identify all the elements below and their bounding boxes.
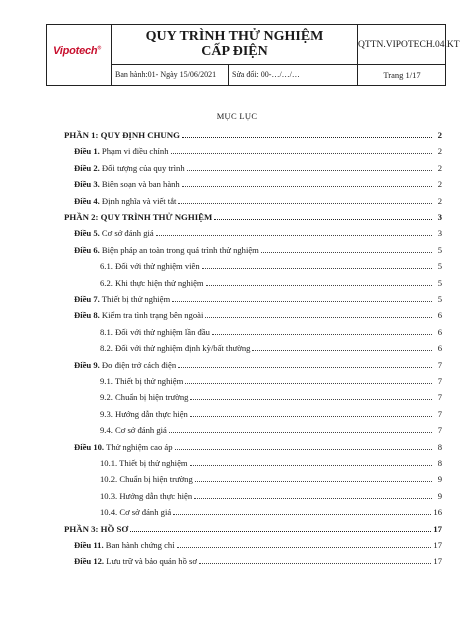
- toc-entry-label: [74, 179, 180, 189]
- toc-entry-text: Thiết bị thử nghiệm: [112, 376, 184, 386]
- toc-entry-number: 6.1.: [100, 261, 113, 272]
- toc-page-number: 17: [433, 556, 442, 567]
- toc-subsection-row[interactable]: [64, 390, 442, 402]
- toc-entry-text: Thử nghiệm cao áp: [104, 441, 173, 452]
- dot-leader: [178, 202, 432, 204]
- document-code: QTTN.VIPOTECH.04.KT: [358, 25, 446, 65]
- dot-leader: [171, 152, 432, 154]
- toc-entry-label: [74, 360, 176, 370]
- toc-page-number: 6: [437, 326, 442, 337]
- toc-subsection-row[interactable]: [64, 276, 442, 288]
- toc-entry-text: Đối với thử nghiệm viên: [112, 261, 200, 272]
- toc-title: MỤC LỤC: [216, 111, 258, 121]
- toc-page-number: 2: [437, 179, 442, 190]
- toc-page-number: 7: [437, 359, 442, 370]
- title-line-1: QUY TRÌNH THỬ NGHIỆM: [145, 29, 324, 44]
- toc-entry-text: Đo điện trở cách điện: [99, 359, 177, 370]
- toc-entry-number: 9.1.: [100, 376, 113, 386]
- dot-leader: [199, 562, 431, 564]
- toc-article-row[interactable]: [64, 226, 442, 238]
- dot-leader: [212, 333, 432, 335]
- dot-leader: [169, 431, 432, 433]
- toc-entry-text: Cơ sở đánh giá: [99, 228, 154, 239]
- toc-entry-text: Đối với thử nghiệm định kỳ/bất thường: [112, 343, 251, 354]
- dot-leader: [195, 480, 432, 482]
- issue-info: Ban hành:01- Ngày 15/06/2021: [112, 65, 229, 85]
- toc-subsection-row[interactable]: [64, 423, 442, 435]
- toc-entry-label: [100, 425, 167, 435]
- toc-article-row[interactable]: [64, 440, 442, 452]
- dot-leader: [252, 349, 432, 351]
- toc-entry-label: [74, 146, 169, 156]
- toc-entry-label: [74, 163, 185, 173]
- toc-entry-text: Ban hành chứng chỉ: [103, 540, 175, 550]
- toc-entry-text: Kiểm tra tình trạng bên ngoài: [99, 310, 204, 321]
- logo-cell: [47, 25, 112, 85]
- toc-entry-text: Hướng dẫn thực hiện: [117, 490, 193, 501]
- toc-entry-number: Điều 12.: [74, 556, 105, 567]
- toc-entry-text: Hướng dẫn thực hiện: [112, 408, 188, 419]
- toc-page-number: 9: [437, 474, 442, 485]
- dot-leader: [261, 251, 432, 253]
- toc-entry-number: 8.2.: [100, 343, 113, 354]
- dot-leader: [177, 546, 432, 548]
- toc-entry-text: Thiết bị thử nghiệm: [117, 458, 188, 468]
- toc-page-number: 5: [437, 261, 442, 272]
- company-logo: [53, 45, 101, 57]
- toc-article-row[interactable]: [64, 161, 442, 173]
- title-line-2: CẤP ĐIỆN: [201, 44, 268, 59]
- toc-page-number: 7: [437, 408, 442, 419]
- toc-entry-label: [74, 196, 176, 206]
- toc-part-row[interactable]: [64, 128, 442, 140]
- toc-entry-number: Điều 8.: [74, 310, 100, 321]
- toc-entry-label: [100, 261, 200, 271]
- toc-entry-number: Điều 4.: [74, 195, 100, 206]
- toc-entry-number: Điều 6.: [74, 244, 100, 255]
- toc-page-number: 7: [437, 392, 442, 403]
- toc-page-number: 8: [437, 458, 442, 468]
- toc-entry-text: PHẦN 3: HỒ SƠ: [64, 523, 129, 534]
- dot-leader: [214, 218, 432, 220]
- dot-leader: [182, 185, 432, 187]
- toc-article-row[interactable]: [64, 538, 442, 550]
- toc-entry-text: Cơ sở đánh giá: [117, 507, 172, 518]
- toc-entry-number: 10.4.: [100, 507, 118, 518]
- toc-page-number: 7: [437, 376, 442, 386]
- toc-entry-number: 9.2.: [100, 392, 113, 403]
- toc-entry-label: [100, 458, 188, 468]
- toc-entry-number: Điều 11.: [74, 540, 104, 550]
- toc-entry-label: [74, 310, 203, 320]
- toc-entry-number: 6.2.: [100, 277, 113, 288]
- toc-page-number: 7: [437, 425, 442, 436]
- toc-entry-number: Điều 10.: [74, 441, 105, 452]
- toc-article-row[interactable]: [64, 308, 442, 320]
- toc-entry-label: [74, 540, 175, 550]
- toc-page-number: 5: [437, 294, 442, 304]
- dot-leader: [156, 234, 432, 236]
- toc-subsection-row[interactable]: [64, 456, 442, 468]
- toc-entry-number: 9.3.: [100, 408, 113, 419]
- registered-mark: ®: [97, 45, 101, 52]
- dot-leader: [206, 284, 432, 286]
- toc-entry-label: [64, 212, 212, 222]
- toc-entry-text: Định nghĩa và viết tắt: [99, 195, 177, 206]
- dot-leader: [175, 448, 432, 450]
- toc-entry-label: [100, 376, 183, 386]
- toc-entry-text: Thiết bị thử nghiệm: [99, 294, 171, 304]
- toc-entry-number: Điều 5.: [74, 228, 100, 239]
- toc-subsection-row[interactable]: [64, 259, 442, 271]
- toc-entry-label: [74, 442, 173, 452]
- toc-page-number: 2: [437, 146, 442, 157]
- toc-subsection-row[interactable]: [64, 472, 442, 484]
- toc-entry-label: [100, 343, 250, 353]
- toc-entry-label: [100, 491, 192, 501]
- dot-leader: [194, 497, 432, 499]
- dot-leader: [172, 300, 432, 302]
- toc-entry-text: Lưu trữ và bảo quản hồ sơ: [104, 556, 197, 567]
- toc-article-row[interactable]: [64, 554, 442, 566]
- toc-subsection-row[interactable]: [64, 374, 442, 386]
- toc-entry-number: 10.1.: [100, 458, 118, 468]
- toc-entry-label: [100, 474, 193, 484]
- toc-page-number: 5: [437, 244, 442, 255]
- toc-entry-number: Điều 1.: [74, 146, 100, 157]
- toc-entry-number: 9.4.: [100, 425, 113, 436]
- toc-page-number: 5: [437, 277, 442, 288]
- toc-entry-number: Điều 7.: [74, 294, 100, 304]
- toc-entry-number: 10.2.: [100, 474, 118, 485]
- toc-page-number: 3: [437, 228, 442, 239]
- toc-entry-text: PHẦN 1: QUY ĐỊNH CHUNG: [64, 130, 180, 140]
- toc-entry-label: [74, 228, 154, 238]
- toc-subsection-row[interactable]: [64, 505, 442, 517]
- toc-page-number: 6: [437, 310, 442, 321]
- toc-entry-text: Cơ sở đánh giá: [112, 425, 167, 436]
- dot-leader: [182, 136, 432, 138]
- dot-leader: [187, 169, 432, 171]
- toc-page-number: 9: [437, 490, 442, 501]
- toc-entry-label: [64, 524, 128, 534]
- toc-entry-text: Biên soạn và ban hành: [99, 179, 180, 190]
- document-title: [112, 25, 358, 65]
- toc-page-number: 16: [433, 507, 442, 518]
- dot-leader: [173, 513, 431, 515]
- toc-page-number: 6: [437, 343, 442, 354]
- toc-entry-text: Chuẩn bị hiện trường: [117, 474, 193, 485]
- toc-entry-label: [74, 556, 197, 566]
- toc-subsection-row[interactable]: [64, 407, 442, 419]
- toc-entry-number: 8.1.: [100, 326, 113, 337]
- dot-leader: [190, 398, 432, 400]
- toc-entry-text: PHẦN 2: QUY TRÌNH THỬ NGHIỆM: [64, 212, 213, 222]
- toc-entry-number: Điều 2.: [74, 162, 100, 173]
- toc-entry-text: Đối với thử nghiệm lần đầu: [112, 326, 210, 337]
- page-number: Trang 1/17: [383, 70, 421, 80]
- toc-entry-text: Khi thực hiện thử nghiệm: [112, 277, 204, 288]
- toc-article-row[interactable]: [64, 358, 442, 370]
- dot-leader: [178, 366, 432, 368]
- toc-article-row[interactable]: [64, 243, 442, 255]
- toc-article-row[interactable]: [64, 177, 442, 189]
- dot-leader: [205, 316, 432, 318]
- toc-article-row[interactable]: [64, 194, 442, 206]
- dot-leader: [190, 464, 432, 466]
- dot-leader: [190, 415, 432, 417]
- toc-entry-number: Điều 9.: [74, 359, 100, 370]
- toc-entry-text: Biện pháp an toàn trong quá trình thử nghiệm: [99, 244, 259, 255]
- toc-entry-label: [74, 245, 259, 255]
- toc-entry-label: [100, 507, 171, 517]
- toc-subsection-row[interactable]: [64, 341, 442, 353]
- toc-page-number: 2: [437, 162, 442, 173]
- toc-entry-number: 10.3.: [100, 490, 118, 501]
- toc-part-row[interactable]: [64, 210, 442, 222]
- revision-info: Sửa đổi: 00-…/…/…: [229, 65, 358, 85]
- toc-page-number: 2: [437, 130, 442, 140]
- toc-page-number: 3: [437, 212, 442, 222]
- toc-entry-text: Chuẩn bị hiện trường: [112, 392, 189, 403]
- toc-subsection-row[interactable]: [64, 325, 442, 337]
- toc-entry-label: [64, 130, 180, 140]
- header-table: [46, 24, 460, 86]
- toc-article-row[interactable]: [64, 292, 442, 304]
- toc-page-number: 8: [437, 441, 442, 452]
- toc-article-row[interactable]: [64, 144, 442, 156]
- toc-entry-label: [100, 392, 188, 402]
- dot-leader: [202, 267, 432, 269]
- toc-page-number: 17: [433, 540, 442, 550]
- toc-entry-text: Phạm vi điều chỉnh: [99, 146, 169, 157]
- dot-leader: [130, 530, 431, 532]
- toc-page-number: 2: [437, 195, 442, 206]
- toc-entry-label: [100, 327, 210, 337]
- toc-part-row[interactable]: [64, 522, 442, 534]
- toc-page-number: 17: [433, 523, 442, 534]
- toc-entry-text: Đối tượng của quy trình: [99, 162, 185, 173]
- toc-entry-label: [74, 294, 170, 304]
- toc-subsection-row[interactable]: [64, 489, 442, 501]
- toc-entry-label: [100, 409, 188, 419]
- logo-text: Vipotech: [53, 45, 98, 57]
- toc-entry-number: Điều 3.: [74, 179, 100, 190]
- toc-entry-label: [100, 278, 204, 288]
- dot-leader: [185, 382, 432, 384]
